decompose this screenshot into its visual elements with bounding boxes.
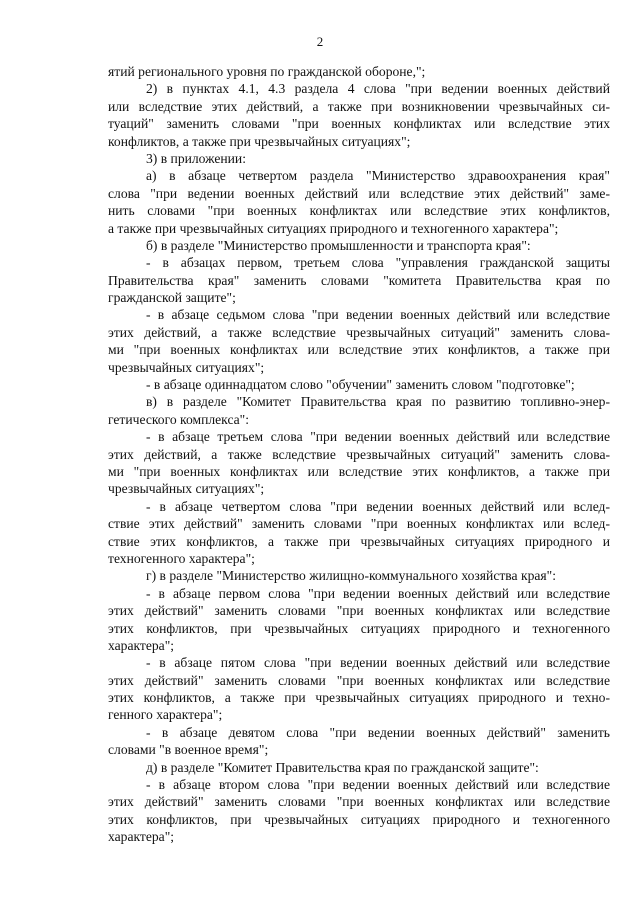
text-line: слова "при ведении военных действий или вследствие этих действий" заме- (108, 185, 610, 201)
text-line: а) в абзаце четвертом раздела "Министерство здравоохранения края" (146, 168, 610, 184)
text-line: конфликтов, а также при чрезвычайных ситуациях"; (108, 133, 411, 149)
text-line: этих действий" заменить словами "при военных конфликтах или вследствие (108, 603, 610, 619)
text-line: ми "при военных конфликтах или вследствие этих конфликтов, а также при (108, 463, 610, 479)
text-line: этих конфликтов, при чрезвычайных ситуациях природного и техногенного (108, 811, 610, 827)
text-line: туаций" заменить словами "при военных конфликтах или вследствие этих (108, 116, 610, 132)
text-line: г) в разделе "Министерство жилищно-коммунального хозяйства края": (146, 568, 556, 584)
text-line: - в абзацах первом, третьем слова "управления гражданской защиты (146, 255, 610, 271)
text-line: ятий регионального уровня по гражданской обороне,"; (108, 64, 426, 79)
text-line: этих конфликтов, при чрезвычайных ситуациях природного и техногенного (108, 620, 610, 636)
text-line: б) в разделе "Министерство промышленности и транспорта края": (146, 237, 531, 253)
text-line: - в абзаце первом слова "при ведении военных действий или вследствие (146, 585, 610, 601)
text-line: или вследствие этих действий, а также при возникновении чрезвычайных си- (108, 98, 610, 114)
text-line: ми "при военных конфликтах или вследствие этих конфликтов, а также при (108, 342, 610, 358)
text-line: в) в разделе "Комитет Правительства края по развитию топливно-энер- (146, 394, 610, 410)
text-line: - в абзаце одиннадцатом слово "обучении" заменить словом "подготовке"; (146, 377, 575, 393)
text-line: - в абзаце четвертом слова "при ведении военных действий или вслед- (146, 498, 610, 514)
text-line: ствие этих конфликтов, а также при чрезвычайных ситуациях природного и (108, 533, 610, 549)
text-line: д) в разделе "Комитет Правительства края по гражданской защите": (146, 759, 539, 775)
page-number: 2 (316, 34, 324, 49)
text-line: техногенного характера"; (108, 550, 255, 566)
text-line: чрезвычайных ситуациях"; (108, 481, 265, 497)
text-line: 3) в приложении: (146, 150, 246, 166)
text-line: - в абзаце девятом слова "при ведении военных действий" заменить (146, 724, 610, 740)
text-line: ствие этих действий" заменить словами "при военных конфликтах или вслед- (108, 516, 610, 532)
text-line: чрезвычайных ситуациях"; (108, 359, 265, 375)
text-line: нить словами "при военных конфликтах или вследствие этих конфликтов, (108, 203, 610, 219)
text-line: - в абзаце седьмом слова "при ведении военных действий или вследствие (146, 307, 610, 323)
document-body (108, 63, 610, 846)
text-line: - в абзаце третьем слова "при ведении военных действий или вследствие (146, 429, 610, 445)
text-line: характера"; (108, 637, 175, 653)
text-line: этих действий" заменить словами "при военных конфликтах или вследствие (108, 794, 610, 810)
text-line: а также при чрезвычайных ситуациях природного и техногенного характера"; (108, 220, 559, 236)
text-line: этих действий" заменить словами "при военных конфликтах или вследствие (108, 672, 610, 688)
text-line: характера"; (108, 829, 175, 845)
text-line: этих конфликтов, а также при чрезвычайных ситуациях природного и техно- (108, 690, 610, 706)
text-line: - в абзаце втором слова "при ведении военных действий или вследствие (146, 777, 610, 793)
text-line: генного характера"; (108, 707, 223, 723)
text-line: этих действий, а также вследствие чрезвычайных ситуаций" заменить слова- (108, 324, 610, 340)
text-line: гражданской защите"; (108, 290, 236, 306)
text-line: 2) в пунктах 4.1, 4.3 раздела 4 слова "при ведении военных действий (146, 81, 610, 97)
text-line: словами "в военное время"; (108, 742, 269, 758)
text-line: этих действий, а также вследствие чрезвычайных ситуаций" заменить слова- (108, 446, 610, 462)
text-line: гетического комплекса": (108, 411, 250, 427)
text-line: - в абзаце пятом слова "при ведении военных действий или вследствие (146, 655, 610, 671)
text-line: Правительства края" заменить словами "комитета Правительства края по (108, 272, 610, 288)
